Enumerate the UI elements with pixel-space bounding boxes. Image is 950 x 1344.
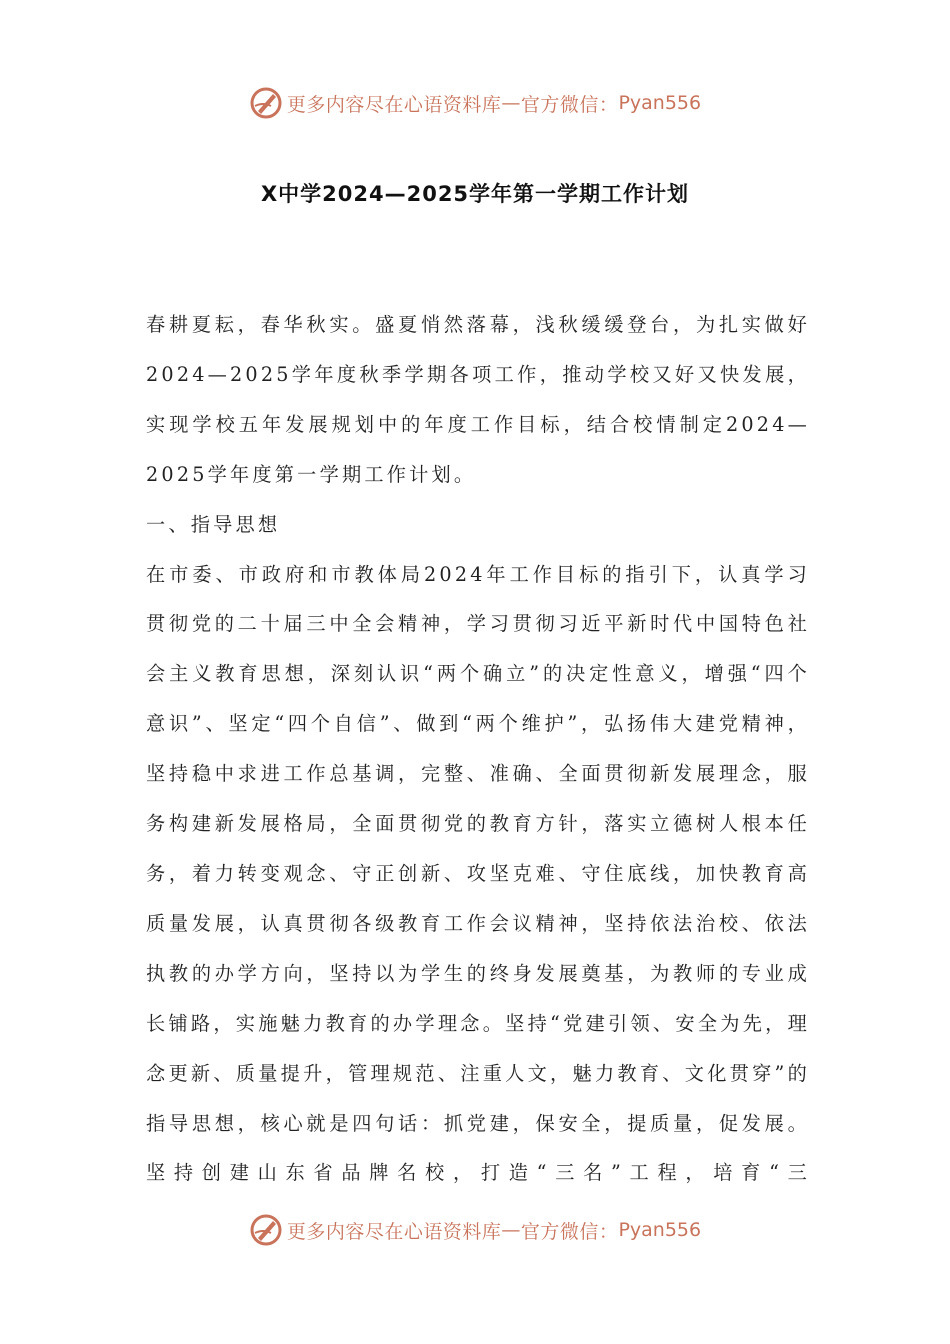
intro-paragraph: 春耕夏耘，春华秋实。盛夏悄然落幕，浅秋缓缓登台，为扎实做好2024—2025学年度秋季学期各项工作，推动学校又好又快发展，实现学校五年发展规划中的年度工作目标，结合校情制定2024—2025学年度第一学期工作计划。: [146, 313, 810, 486]
watermark-dash: —: [501, 92, 521, 114]
section-heading: 一、指导思想: [146, 512, 281, 536]
watermark-main-text: 更多内容尽在心语资料库: [286, 1220, 502, 1243]
watermark-main-text: 更多内容尽在心语资料库: [286, 93, 502, 116]
document-body: [146, 300, 810, 1198]
pen-circle-logo-icon: [249, 1213, 283, 1247]
watermark-official-label: 官方微信：: [520, 93, 619, 116]
footer-watermark: [0, 1210, 950, 1250]
watermark-dash: —: [501, 1219, 521, 1241]
document-title: X中学2024—2025学年第一学期工作计划: [260, 182, 690, 206]
watermark-official-label: 官方微信：: [520, 1220, 619, 1243]
section-paragraph: 在市委、市政府和市教体局2024年工作目标的指引下，认真学习贯彻党的二十届三中全会精神，学习贯彻习近平新时代中国特色社会主义教育思想，深刻认识“两个确立”的决定性意义，增强“四个意识”、坚定“四个自信”、做到“两个维护”，弘扬伟大建党精神，坚持稳中求进工作总基调，完整、准确、全面贯彻新发展理念，服务构建新发展格局，全面贯彻党的教育方针，落实立德树人根本任务，着力转变观念、守正创新、攻坚克难、守住底线，加快教育高质量发展，认真贯彻各级教育工作会议精神，坚持依法治校、依法执教的办学方向，坚持以为学生的终身发展奠基，为教师的专业成长铺路，实施魅力教育的办学理念。坚持“党建引领、安全为先，理念更新、质量提升，管理规范、注重人文，魅力教育、文化贯穿”的指导思想，核心就是四句话：抓党建，保安全，提质量，促发展。坚持创建山东省品牌名校，打造“三名”工程，培育“三: [146, 562, 810, 1185]
watermark-wechat-id: Pyan556: [618, 92, 702, 114]
pen-circle-logo-icon: [249, 86, 283, 120]
watermark-wechat-id: Pyan556: [618, 1219, 702, 1241]
header-watermark: [0, 83, 950, 123]
